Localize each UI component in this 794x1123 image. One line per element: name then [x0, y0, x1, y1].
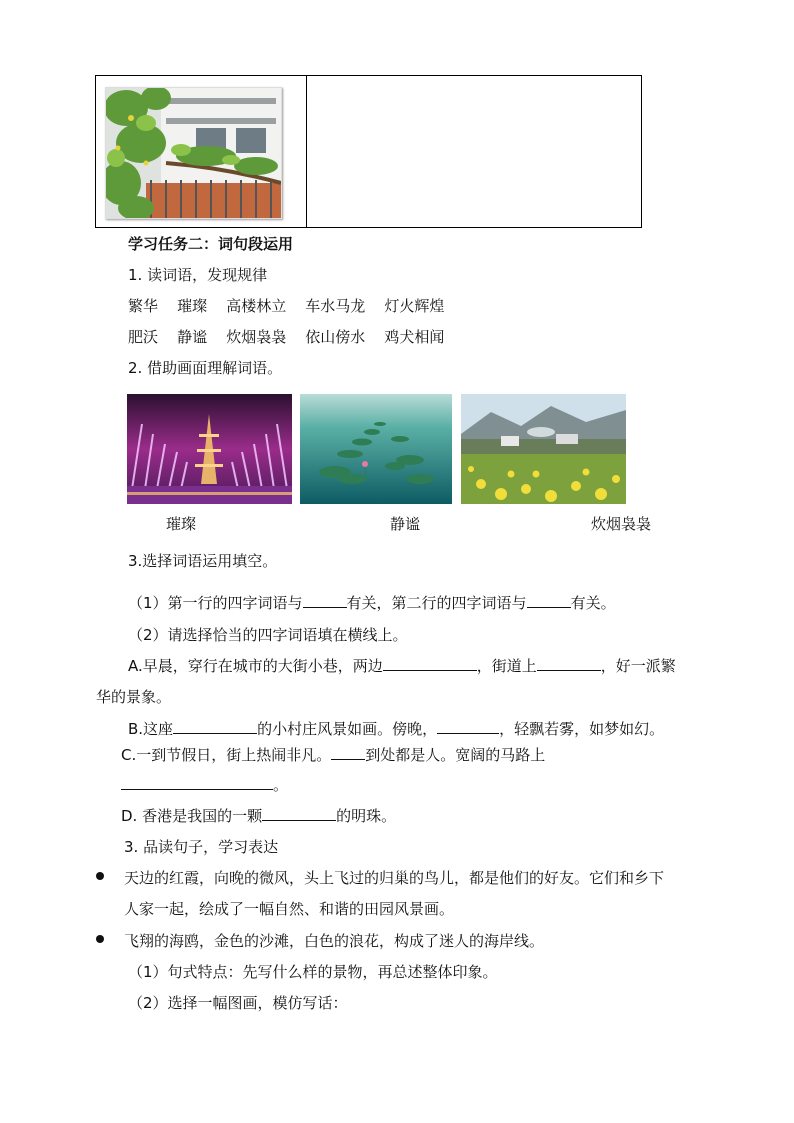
fill-blank[interactable] [437, 719, 499, 734]
caption-chuiyan: 炊烟袅袅 [591, 515, 652, 533]
fill-blank[interactable] [121, 775, 273, 790]
word: 车水马龙 [305, 297, 366, 315]
item-a-text-a: A.早晨，穿行在城市的大街小巷，两边 [128, 657, 383, 675]
table-divider [306, 76, 307, 227]
note-1: （1）句式特点：先写什么样的景物，再总述整体印象。 [128, 963, 498, 981]
item-c [121, 744, 545, 765]
bullet-dot [96, 872, 104, 880]
q1-text-a: （1）第一行的四字词语与 [128, 594, 303, 612]
note-2: （2）选择一幅图画，模仿写话： [128, 994, 348, 1012]
vine-building-photo [105, 87, 282, 219]
fill-blank[interactable] [173, 719, 257, 734]
q1-text-b: 有关，第二行的四字词语与 [346, 594, 527, 612]
fill-blank[interactable] [383, 656, 477, 671]
word: 灯火辉煌 [384, 297, 445, 315]
lotus-pond-image [300, 394, 452, 504]
bullet-dot [96, 935, 104, 943]
item-a-text-b: ，街道上 [476, 657, 537, 675]
word: 静谧 [177, 328, 208, 346]
question-1 [128, 592, 616, 613]
section2-heading: 2. 借助画面理解词语。 [128, 359, 283, 377]
word: 璀璨 [177, 297, 208, 315]
fill-blank[interactable] [527, 593, 571, 608]
rural-village-image [461, 394, 626, 504]
word: 肥沃 [128, 328, 159, 346]
word: 炊烟袅袅 [226, 328, 287, 346]
item-c-text-b: 到处都是人。宽阔的马路上 [365, 746, 546, 764]
fountain-pagoda-image [127, 394, 292, 504]
item-d [121, 805, 396, 826]
item-a [128, 655, 676, 676]
item-b-text-a: B.这座 [128, 720, 174, 738]
fill-blank[interactable] [537, 656, 601, 671]
word: 高楼林立 [226, 297, 287, 315]
fill-blank[interactable] [303, 593, 347, 608]
word: 依山傍水 [305, 328, 366, 346]
item-b [128, 718, 664, 739]
fill-blank[interactable] [331, 745, 365, 760]
bullet2: 飞翔的海鸥，金色的沙滩，白色的浪花，构成了迷人的海岸线。 [124, 932, 545, 950]
word-row-2 [128, 326, 444, 347]
section1-heading: 1. 读词语，发现规律 [128, 266, 268, 284]
task2-title: 学习任务二：词句段运用 [128, 235, 294, 253]
word: 繁华 [128, 297, 159, 315]
item-c-text-a: C.一到节假日，街上热闹非凡。 [121, 746, 332, 764]
q1-text-c: 有关。 [570, 594, 616, 612]
section3-heading: 3.选择词语运用填空。 [128, 552, 278, 570]
item-c-cont [121, 774, 288, 795]
caption-jingmi: 静谧 [390, 515, 421, 533]
item-a-cont: 华的景象。 [96, 688, 172, 706]
bullet1-line1: 天边的红霞，向晚的微风，头上飞过的归巢的鸟儿，都是他们的好友。它们和乡下 [124, 869, 665, 887]
item-c-text-c: 。 [273, 776, 289, 794]
word-row-1 [128, 295, 444, 316]
item-d-text-b: 的明珠。 [336, 807, 397, 825]
fill-blank[interactable] [262, 806, 336, 821]
item-b-text-b: 的小村庄风景如画。傍晚， [257, 720, 438, 738]
item-d-text-a: D. 香港是我国的一颗 [121, 807, 263, 825]
bullet1-line2: 人家一起，绘成了一幅自然、和谐的田园风景画。 [124, 900, 455, 918]
section4-heading: 3. 品读句子，学习表达 [124, 838, 279, 856]
caption-cuican: 璀璨 [166, 515, 197, 533]
word: 鸡犬相闻 [384, 328, 445, 346]
question-2: （2）请选择恰当的四字词语填在横线上。 [128, 626, 408, 644]
item-b-text-c: ，轻飘若雾，如梦如幻。 [499, 720, 665, 738]
item-a-text-c: ，好一派繁 [600, 657, 676, 675]
